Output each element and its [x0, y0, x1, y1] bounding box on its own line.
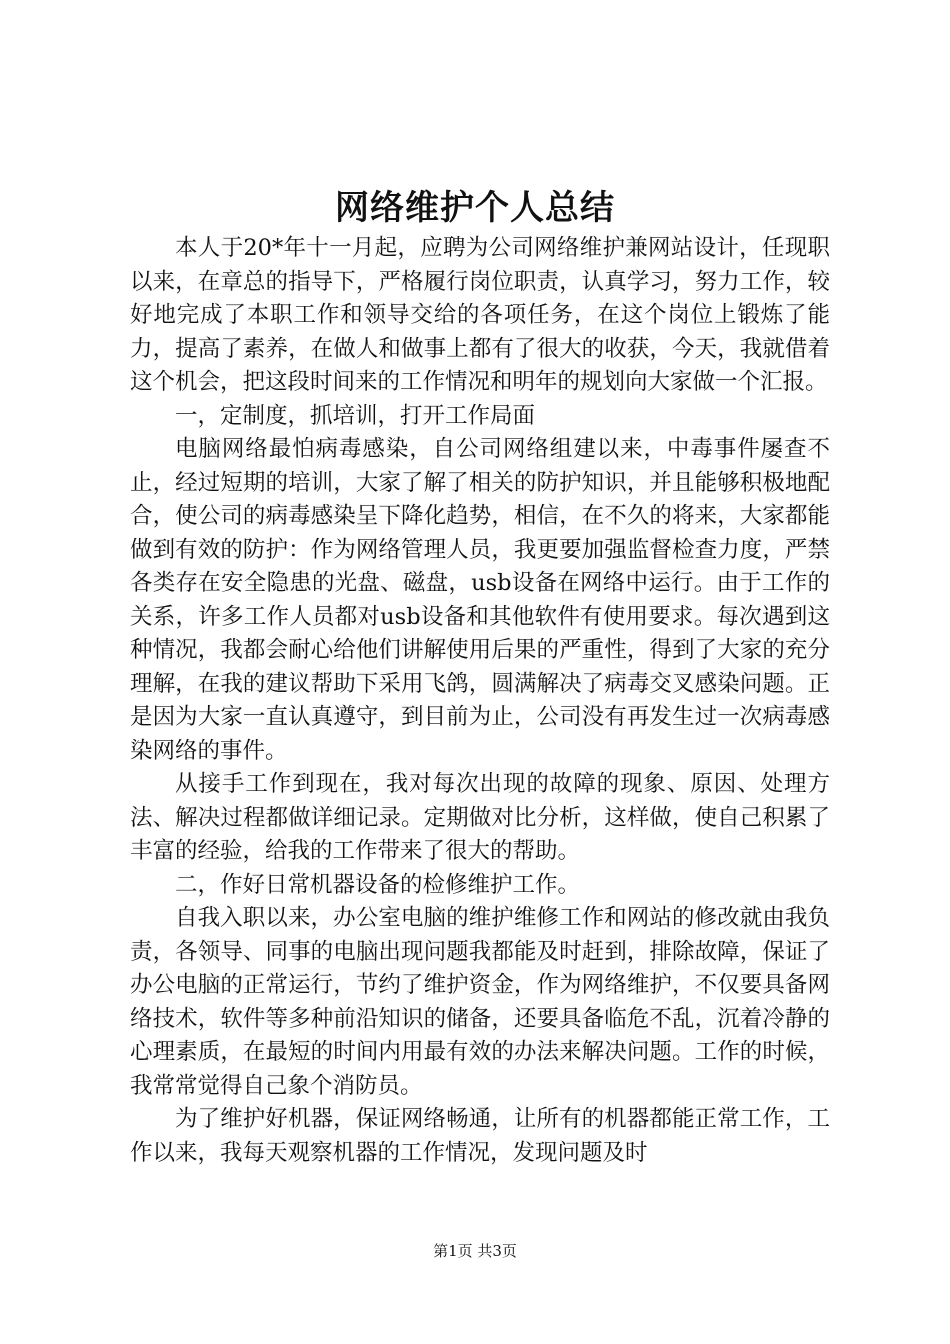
section-heading-1: 一，定制度，抓培训，打开工作局面 — [175, 402, 536, 429]
document-title: 网络维护个人总结 — [335, 188, 615, 228]
paragraph-machine-care: 为了维护好机器，保证网络畅通，让所有的机器都能正常工作，工作以来，我每天观察机器的工作情况，发现问题及时 — [130, 1106, 830, 1166]
paragraph-virus-protection: 电脑网络最怕病毒感染，自公司网络组建以来，中毒事件屡查不止，经过短期的培训，大家了解了相关的防护知识，并且能够积极地配合，使公司的病毒感染呈下降化趋势，相信，在不久的将来，大家都能做到有效的防护：作为网络管理人员，我更要加强监督检查力度，严禁各类存在安全隐患的光盘、磁盘，usb设备在网络中运行。由于工作的关系，许多工作人员都对usb设备和其他软件有使用要求。每次遇到这种情况，我都会耐心给他们讲解使用后果的严重性，得到了大家的充分理解，在我的建议帮助下采用飞鸽，圆满解决了病毒交叉感染问题。正是因为大家一直认真遵守，到目前为止，公司没有再发生过一次病毒感染网络的事件。 — [130, 436, 830, 764]
page-number-footer: 第1页 共3页 — [433, 1242, 517, 1260]
paragraph-fault-records: 从接手工作到现在，我对每次出现的故障的现象、原因、处理方法、解决过程都做详细记录。定期做对比分析，这样做，使自己积累了丰富的经验，给我的工作带来了很大的帮助。 — [130, 771, 830, 864]
document-body — [130, 232, 830, 1170]
paragraph-maintenance: 自我入职以来，办公室电脑的维护维修工作和网站的修改就由我负责，各领导、同事的电脑出现问题我都能及时赶到，排除故障，保证了办公电脑的正常运行，节约了维护资金，作为网络维护，不仅要具备网络技术，软件等多种前沿知识的储备，还要具备临危不乱，沉着冷静的心理素质，在最短的时间内用最有效的办法来解决问题。工作的时候，我常常觉得自己象个消防员。 — [130, 905, 830, 1099]
section-heading-2: 二，作好日常机器设备的检修维护工作。 — [175, 871, 581, 898]
paragraph-intro: 本人于20*年十一月起，应聘为公司网络维护兼网站设计，任现职以来，在章总的指导下，严格履行岗位职责，认真学习，努力工作，较好地完成了本职工作和领导交给的各项任务，在这个岗位上锻炼了能力，提高了素养，在做人和做事上都有了很大的收获，今天，我就借着这个机会，把这段时间来的工作情况和明年的规划向大家做一个汇报。 — [130, 235, 830, 395]
